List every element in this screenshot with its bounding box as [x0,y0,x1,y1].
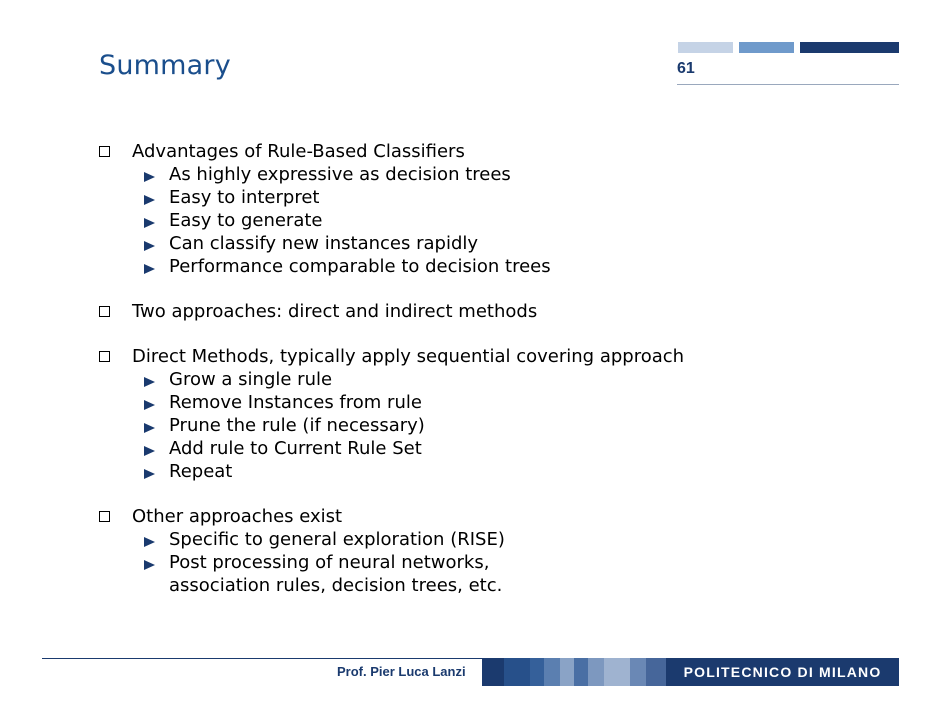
section-heading: Other approaches exist [132,506,343,527]
sub-bullet-text: Easy to interpret [169,187,320,208]
sub-bullet [99,186,859,209]
footer-block [630,658,646,686]
sub-bullet [99,163,859,186]
sub-bullet [99,551,859,597]
triangle-bullet-icon [144,537,155,547]
sub-bullet-text: Post processing of neural networks, association rules, decision trees, etc. [169,552,503,596]
triangle-bullet-icon [144,423,155,433]
triangle-bullet-icon [144,446,155,456]
sub-bullet-text: Can classify new instances rapidly [169,233,479,254]
square-bullet-icon [99,146,110,157]
sub-bullet [99,209,859,232]
triangle-bullet-icon [144,469,155,479]
sub-bullet-text: Easy to generate [169,210,323,231]
footer-block [560,658,574,686]
sub-bullet [99,437,859,460]
sub-bullet-text: Grow a single rule [169,369,333,390]
institution-logo [666,658,899,686]
sub-bullet-text: Performance comparable to decision trees [169,256,551,277]
triangle-bullet-icon [144,195,155,205]
sub-bullet-text: As highly expressive as decision trees [169,164,511,185]
header-block-mid [739,42,794,53]
footer-block [482,658,504,686]
triangle-bullet-icon [144,172,155,182]
footer-block [604,658,630,686]
section-heading: Advantages of Rule-Based Classifiers [132,141,465,162]
sub-bullet [99,391,859,414]
triangle-bullet-icon [144,560,155,570]
slide-body [99,140,859,597]
square-bullet-icon [99,511,110,522]
sub-bullet [99,460,859,483]
footer-block [646,658,666,686]
header-block-dark [800,42,899,53]
sub-bullet [99,414,859,437]
slide-number: 61 [677,60,695,77]
sub-bullet [99,368,859,391]
footer-divider [42,658,482,659]
bullet-section [99,505,859,597]
sub-bullet [99,528,859,551]
sub-bullet-text: Prune the rule (if necessary) [169,415,425,436]
sub-bullet-text: Add rule to Current Rule Set [169,438,422,459]
sub-bullet-text: Remove Instances from rule [169,392,422,413]
bullet-section [99,300,859,323]
sub-bullet-text: Specific to general exploration (RISE) [169,529,505,550]
triangle-bullet-icon [144,264,155,274]
triangle-bullet-icon [144,400,155,410]
section-heading: Two approaches: direct and indirect methods [132,301,538,322]
header-block-light [678,42,733,53]
logo-text: POLITECNICO DI MILANO [683,664,882,680]
footer-author: Prof. Pier Luca Lanzi [337,664,466,679]
triangle-bullet-icon [144,377,155,387]
bullet-section [99,345,859,483]
footer-block [530,658,544,686]
footer-block [504,658,530,686]
slide-title: Summary [99,50,231,81]
footer-block [588,658,604,686]
triangle-bullet-icon [144,241,155,251]
sub-bullet-text: Repeat [169,461,233,482]
sub-bullet [99,255,859,278]
sub-bullet [99,232,859,255]
triangle-bullet-icon [144,218,155,228]
footer-block [544,658,560,686]
header-divider [677,84,899,85]
square-bullet-icon [99,306,110,317]
square-bullet-icon [99,351,110,362]
section-heading: Direct Methods, typically apply sequential covering approach [132,346,685,367]
bullet-section [99,140,859,278]
footer-block [574,658,588,686]
